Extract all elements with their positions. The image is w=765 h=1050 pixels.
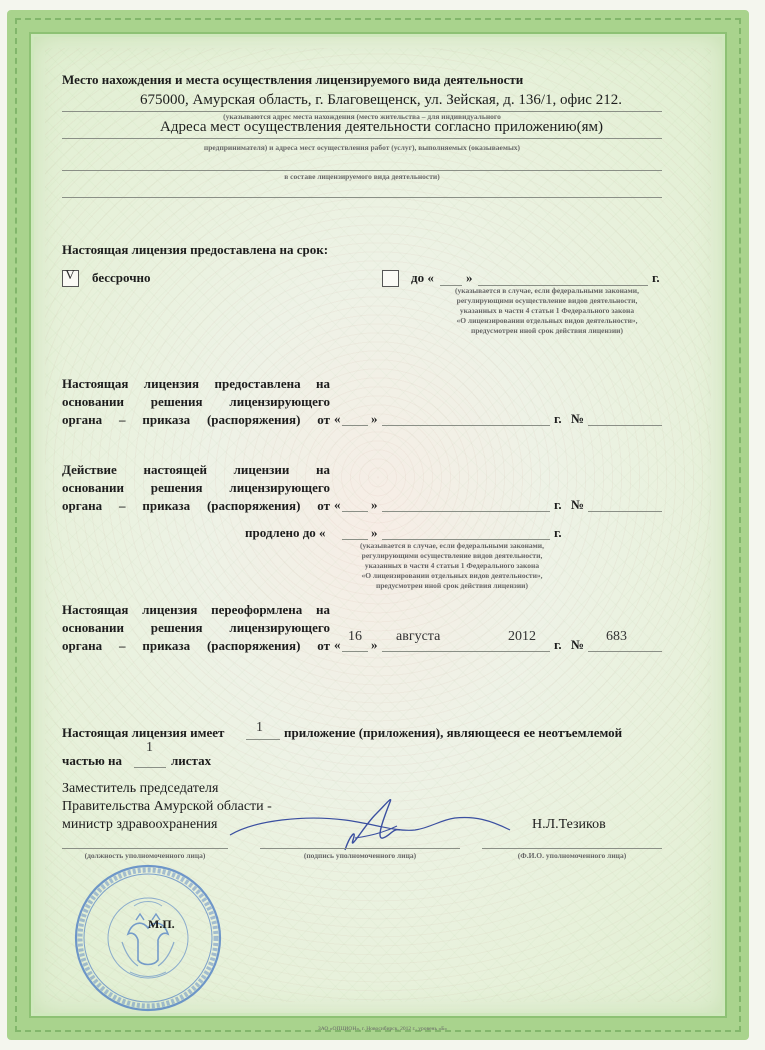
- reissued-number-label: №: [571, 637, 585, 652]
- day-line: [342, 651, 368, 652]
- granted-line-1: Настоящая лицензия предоставлена на: [62, 376, 330, 391]
- term-hint-3: «О лицензировании отдельных видов деятельности»,: [456, 316, 638, 325]
- term-hint-0: (указывается в случае, если федеральными законами,: [455, 286, 639, 295]
- checkbox-mark: V: [65, 268, 76, 283]
- appendix-text-4: листах: [171, 753, 212, 768]
- official-seal: [72, 862, 224, 1014]
- divider: [260, 848, 460, 849]
- granted-line-2: основании решения лицензирующего: [62, 394, 330, 409]
- extended-hint-2: указанных в части 4 статьи 1 Федерального закона: [364, 561, 540, 570]
- granted-paragraph: [62, 375, 330, 429]
- extended-until-close-quote: »: [371, 525, 378, 540]
- divider: [62, 170, 662, 171]
- extended-line-1: Действие настоящей лицензии на: [62, 462, 330, 477]
- term-hint-1: регулирующими осуществление видов деятельности,: [456, 296, 638, 305]
- extended-hint-3: «О лицензировании отдельных видов деятельности»,: [361, 571, 543, 580]
- day-line: [342, 511, 368, 512]
- month-year-line: [382, 651, 550, 652]
- extended-hint-1: регулирующими осуществление видов деятельности,: [361, 551, 543, 560]
- unlimited-label: бессрочно: [92, 270, 151, 285]
- count-line: [246, 739, 280, 740]
- address-value: 675000, Амурская область, г. Благовещенск, ул. Зейская, д. 136/1, офис 212.: [140, 92, 622, 108]
- granted-open-quote: «: [334, 411, 341, 426]
- signatory-line-1: Заместитель председателя: [62, 781, 219, 796]
- until-checkbox: [382, 270, 399, 287]
- term-heading: Настоящая лицензия предоставлена на срок:: [62, 242, 329, 257]
- signatory-line-3: министр здравоохранения: [62, 817, 218, 832]
- address-hint-3: в составе лицензируемого вида деятельности): [284, 172, 440, 181]
- address-locations-value: Адреса мест осуществления деятельности согласно приложению(ям): [160, 119, 603, 135]
- signatory-line-2: Правительства Амурской области -: [62, 799, 272, 814]
- appendix-count: 1: [256, 720, 263, 735]
- hint-name: (Ф.И.О. уполномоченного лица): [517, 851, 627, 860]
- number-line: [588, 511, 662, 512]
- unlimited-checkbox: [62, 270, 79, 287]
- reissued-year: 2012: [508, 629, 536, 644]
- reissued-line-3: органа – приказа (распоряжения) от: [62, 638, 330, 653]
- number-line: [588, 425, 662, 426]
- until-close-quote: »: [466, 270, 473, 285]
- extended-line-3: органа – приказа (распоряжения) от: [62, 498, 330, 513]
- day-line: [342, 425, 368, 426]
- address-heading: Место нахождения и места осуществления лицензируемого вида деятельности: [62, 72, 524, 87]
- seal-place-label: М.П.: [148, 917, 175, 931]
- reissued-paragraph: [62, 601, 330, 655]
- reissued-month: августа: [396, 629, 441, 644]
- granted-number-label: №: [571, 411, 585, 426]
- month-year-line: [382, 425, 550, 426]
- address-hint-1: (указываются адрес места нахождения (место жительства – для индивидуального: [223, 112, 501, 121]
- extended-paragraph: [62, 461, 330, 515]
- granted-year-suffix: г.: [554, 411, 562, 426]
- extended-close-quote: »: [371, 497, 378, 512]
- reissued-line-2: основании решения лицензирующего: [62, 620, 330, 635]
- month-year-line: [382, 511, 550, 512]
- appendix-text-1: Настоящая лицензия имеет: [62, 725, 225, 740]
- term-hint-4: предусмотрен иной срок действия лицензии): [471, 326, 623, 335]
- day-line: [342, 539, 368, 540]
- divider: [62, 848, 228, 849]
- reissued-day: 16: [348, 629, 362, 644]
- reissued-open-quote: «: [334, 637, 341, 652]
- appendix-text-3: частью на: [62, 753, 123, 768]
- appendix-text-2: приложение (приложения), являющееся ее неотъемлемой: [284, 725, 623, 740]
- reissued-year-suffix: г.: [554, 637, 562, 652]
- extended-until-label: продлено до «: [245, 525, 326, 540]
- signatory-name: Н.Л.Тезиков: [532, 817, 606, 832]
- divider: [62, 138, 662, 139]
- granted-line-3: органа – приказа (распоряжения) от: [62, 412, 330, 427]
- extended-hint-0: (указывается в случае, если федеральными законами,: [360, 541, 544, 550]
- extended-line-2: основании решения лицензирующего: [62, 480, 330, 495]
- until-label: до «: [411, 270, 434, 285]
- signature: [225, 790, 515, 860]
- reissued-line-1: Настоящая лицензия переоформлена на: [62, 602, 330, 617]
- hint-position: (должность уполномоченного лица): [84, 851, 206, 860]
- reissued-close-quote: »: [371, 637, 378, 652]
- hint-signature: (подпись уполномоченного лица): [303, 851, 417, 860]
- extended-until-year-suffix: г.: [554, 525, 562, 540]
- extended-number-label: №: [571, 497, 585, 512]
- appendix-sheets: 1: [146, 740, 153, 755]
- number-line: [588, 651, 662, 652]
- divider: [482, 848, 662, 849]
- granted-close-quote: »: [371, 411, 378, 426]
- month-year-line: [382, 539, 550, 540]
- term-hint-2: указанных в части 4 статьи 1 Федерального закона: [459, 306, 635, 315]
- divider: [62, 197, 662, 198]
- extended-hint-4: предусмотрен иной срок действия лицензии): [376, 581, 528, 590]
- printer-imprint: ЗАО «ОПЦИОН», г. Новосибирск, 2012 г., уровень «Б»: [317, 1026, 448, 1032]
- address-hint-2: предпринимателя) и адреса мест осуществления работ (услуг), выполняемых (оказываемых): [203, 143, 521, 152]
- sheets-line: [134, 767, 166, 768]
- until-year-suffix: г.: [652, 270, 660, 285]
- reissued-number: 683: [606, 629, 627, 644]
- extended-open-quote: «: [334, 497, 341, 512]
- extended-year-suffix: г.: [554, 497, 562, 512]
